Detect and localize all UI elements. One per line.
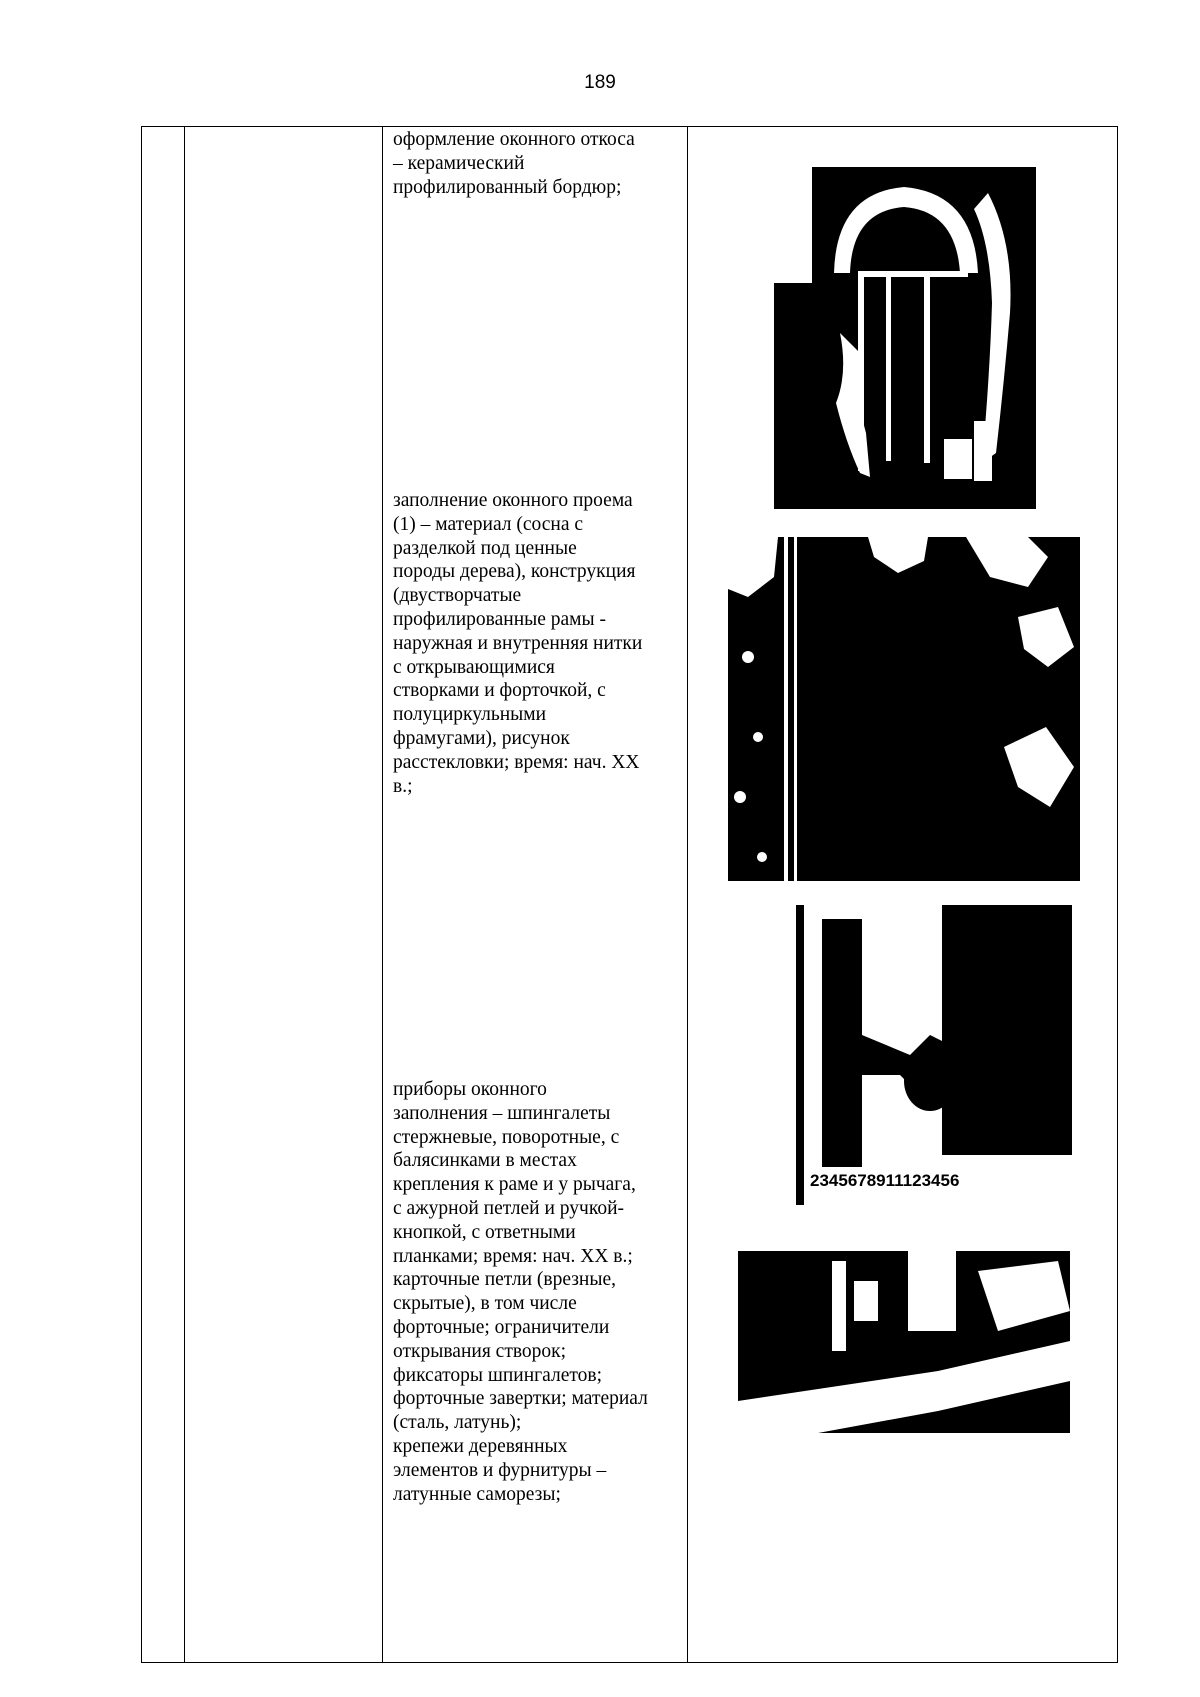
photo-espagnolette-bolt	[780, 905, 1072, 1220]
ruler-scale-text: 2345678911123456	[810, 1171, 960, 1190]
page-number: 189	[584, 72, 616, 93]
photo-window-frame	[728, 537, 1080, 881]
item-window-hardware-description: приборы оконного заполнения – шпингалеты стержневые, поворотные, с балясинками в местах крепления к раме и у рычага, с ажурной петлей и ручкой- кнопкой, с ответными планками; время: нач. XX в.; карточные петли (врезные, скрытые), в том числе форточные; ограничители открывания створок; фиксаторы шпингалетов; форточные завертки; материал (сталь, латунь); крепежи деревянных элементов и фурнитуры – латунные саморезы;	[393, 1079, 648, 1505]
photo-window-hinge	[738, 1251, 1070, 1433]
monument-description-table	[141, 126, 1118, 1663]
column-divider-2	[382, 127, 383, 1662]
column-divider-3	[687, 127, 688, 1662]
column-divider-1	[184, 127, 185, 1662]
item-window-filling-description: заполнение оконного проема (1) – материал (сосна с разделкой под ценные породы дерева), конструкция (двустворчатые профилированные рамы - наружная и внутренняя нитки с открывающимися створками и форточкой, с полуциркульными фрамугами), рисунок расстекловки; время: нач. XX в.;	[393, 490, 643, 797]
item-window-slope-description: оформление оконного откоса – керамический профилированный бордюр;	[393, 129, 635, 198]
photo-window-arch	[774, 153, 1036, 509]
